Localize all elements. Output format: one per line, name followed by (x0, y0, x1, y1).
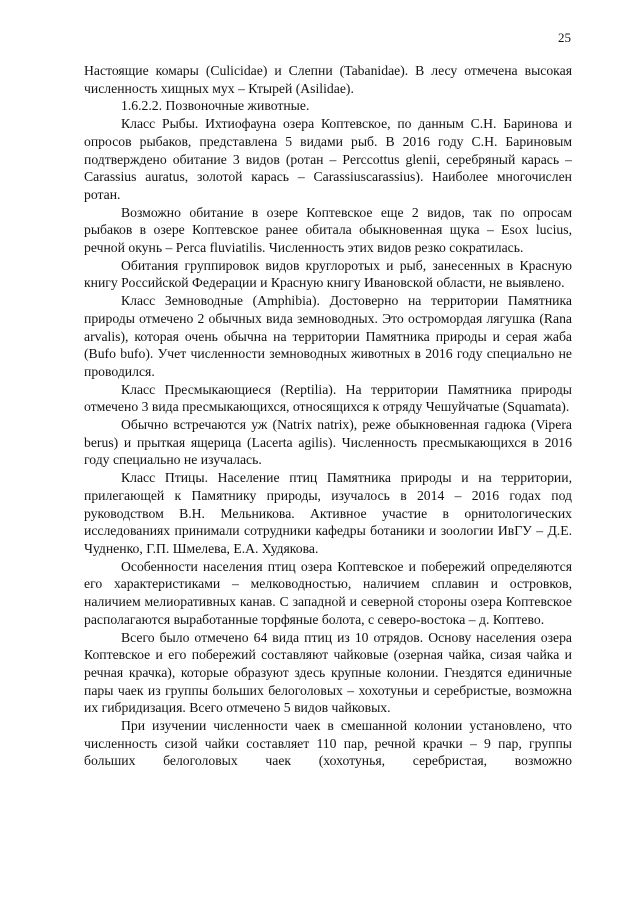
paragraph-fish: Класс Рыбы. Ихтиофауна озера Коптевское, по данным С.Н. Баринова и опросов рыбаков, представлена 5 видами рыб. В 2016 году С.Н. Бариновым подтверждено обитание 3 видов (ротан – Perccottus glenii, серебряный карась – Carassius auratus, золотой карась – Carassiuscarassius). Наиболее многочислен ротан. (84, 116, 572, 202)
paragraph-red-book-fish: Обитания группировок видов круглоротых и рыб, занесенных в Красную книгу Российской Федерации и Красную книгу Ивановской области, не выявлено. (84, 257, 572, 291)
paragraph-reptiles-species: Обычно встречаются уж (Natrix natrix), реже обыкновенная гадюка (Vipera berus) и прыткая ящерица (Lacerta agilis). Численность пресмыкающихся в 2016 году специально не изучалась. (84, 417, 572, 468)
document-body (84, 62, 572, 770)
paragraph-reptiles: Класс Пресмыкающиеся (Reptilia). На территории Памятника природы отмечено 3 вида пресмыкающихся, относящихся к отряду Чешуйчатые (Squamata). (84, 381, 572, 415)
page-number: 25 (558, 30, 571, 45)
section-heading-vertebrates: 1.6.2.2. Позвоночные животные. (121, 98, 310, 114)
paragraph-amphibians: Класс Земноводные (Amphibia). Достоверно на территории Памятника природы отмечено 2 обычных вида земноводных. Это остромордая лягушка (Rana arvalis), которая очень обычна на территории Памятника природы и серая жаба (Bufo bufo). Учет численности земноводных животных в 2016 году специально не проводился. (84, 293, 572, 379)
paragraph-insects: Настоящие комары (Culicidae) и Слепни (Tabanidae). В лесу отмечена высокая численность хищных мух – Ктырей (Asilidae). (84, 63, 572, 96)
paragraph-birds-total: Всего было отмечено 64 вида птиц из 10 отрядов. Основу населения озера Коптевское и его побережий составляют чайковые (озерная чайка, сизая чайка и речная крачка), которые образуют здесь крупные колонии. Гнездятся единичные пары чаек из группы больших белоголовых – хохотуньи и серебристые, возможна их гибридизация. Всего отмечено 5 видов чайковых. (84, 629, 572, 716)
paragraph-birds-features: Особенности населения птиц озера Коптевское и побережий определяются его характеристиками – мелководностью, наличием сплавин и островков, наличием мелиоративных канав. С западной и северной стороны озера Коптевское располагаются выработанные торфяные болота, с северо-востока – д. Коптево. (84, 558, 572, 627)
paragraph-fish-possible: Возможно обитание в озере Коптевское еще 2 видов, так по опросам рыбаков в озере Коптевское ранее обитала обыкновенная щука – Esox lucius, речной окунь – Perca fluviatilis. Численность этих видов резко сократилась. (84, 204, 572, 256)
paragraph-birds: Класс Птицы. Население птиц Памятника природы и на территории, прилегающей к Памятнику природы, изучалось в 2014 – 2016 годах под руководством В.Н. Мельникова. Активное участие в орнитологических исследованиях принимали сотрудники кафедры ботаники и зоологии ИвГУ – Д.Е. Чудненко, Г.П. Шмелева, Е.А. Худякова. (84, 470, 572, 556)
paragraph-gulls-count: При изучении численности чаек в смешанной колонии установлено, что численность сизой чайки составляет 110 пар, речной крачки – 9 пар, группы больших белоголовых чаек (хохотунья, серебристая, возможно (84, 718, 572, 769)
